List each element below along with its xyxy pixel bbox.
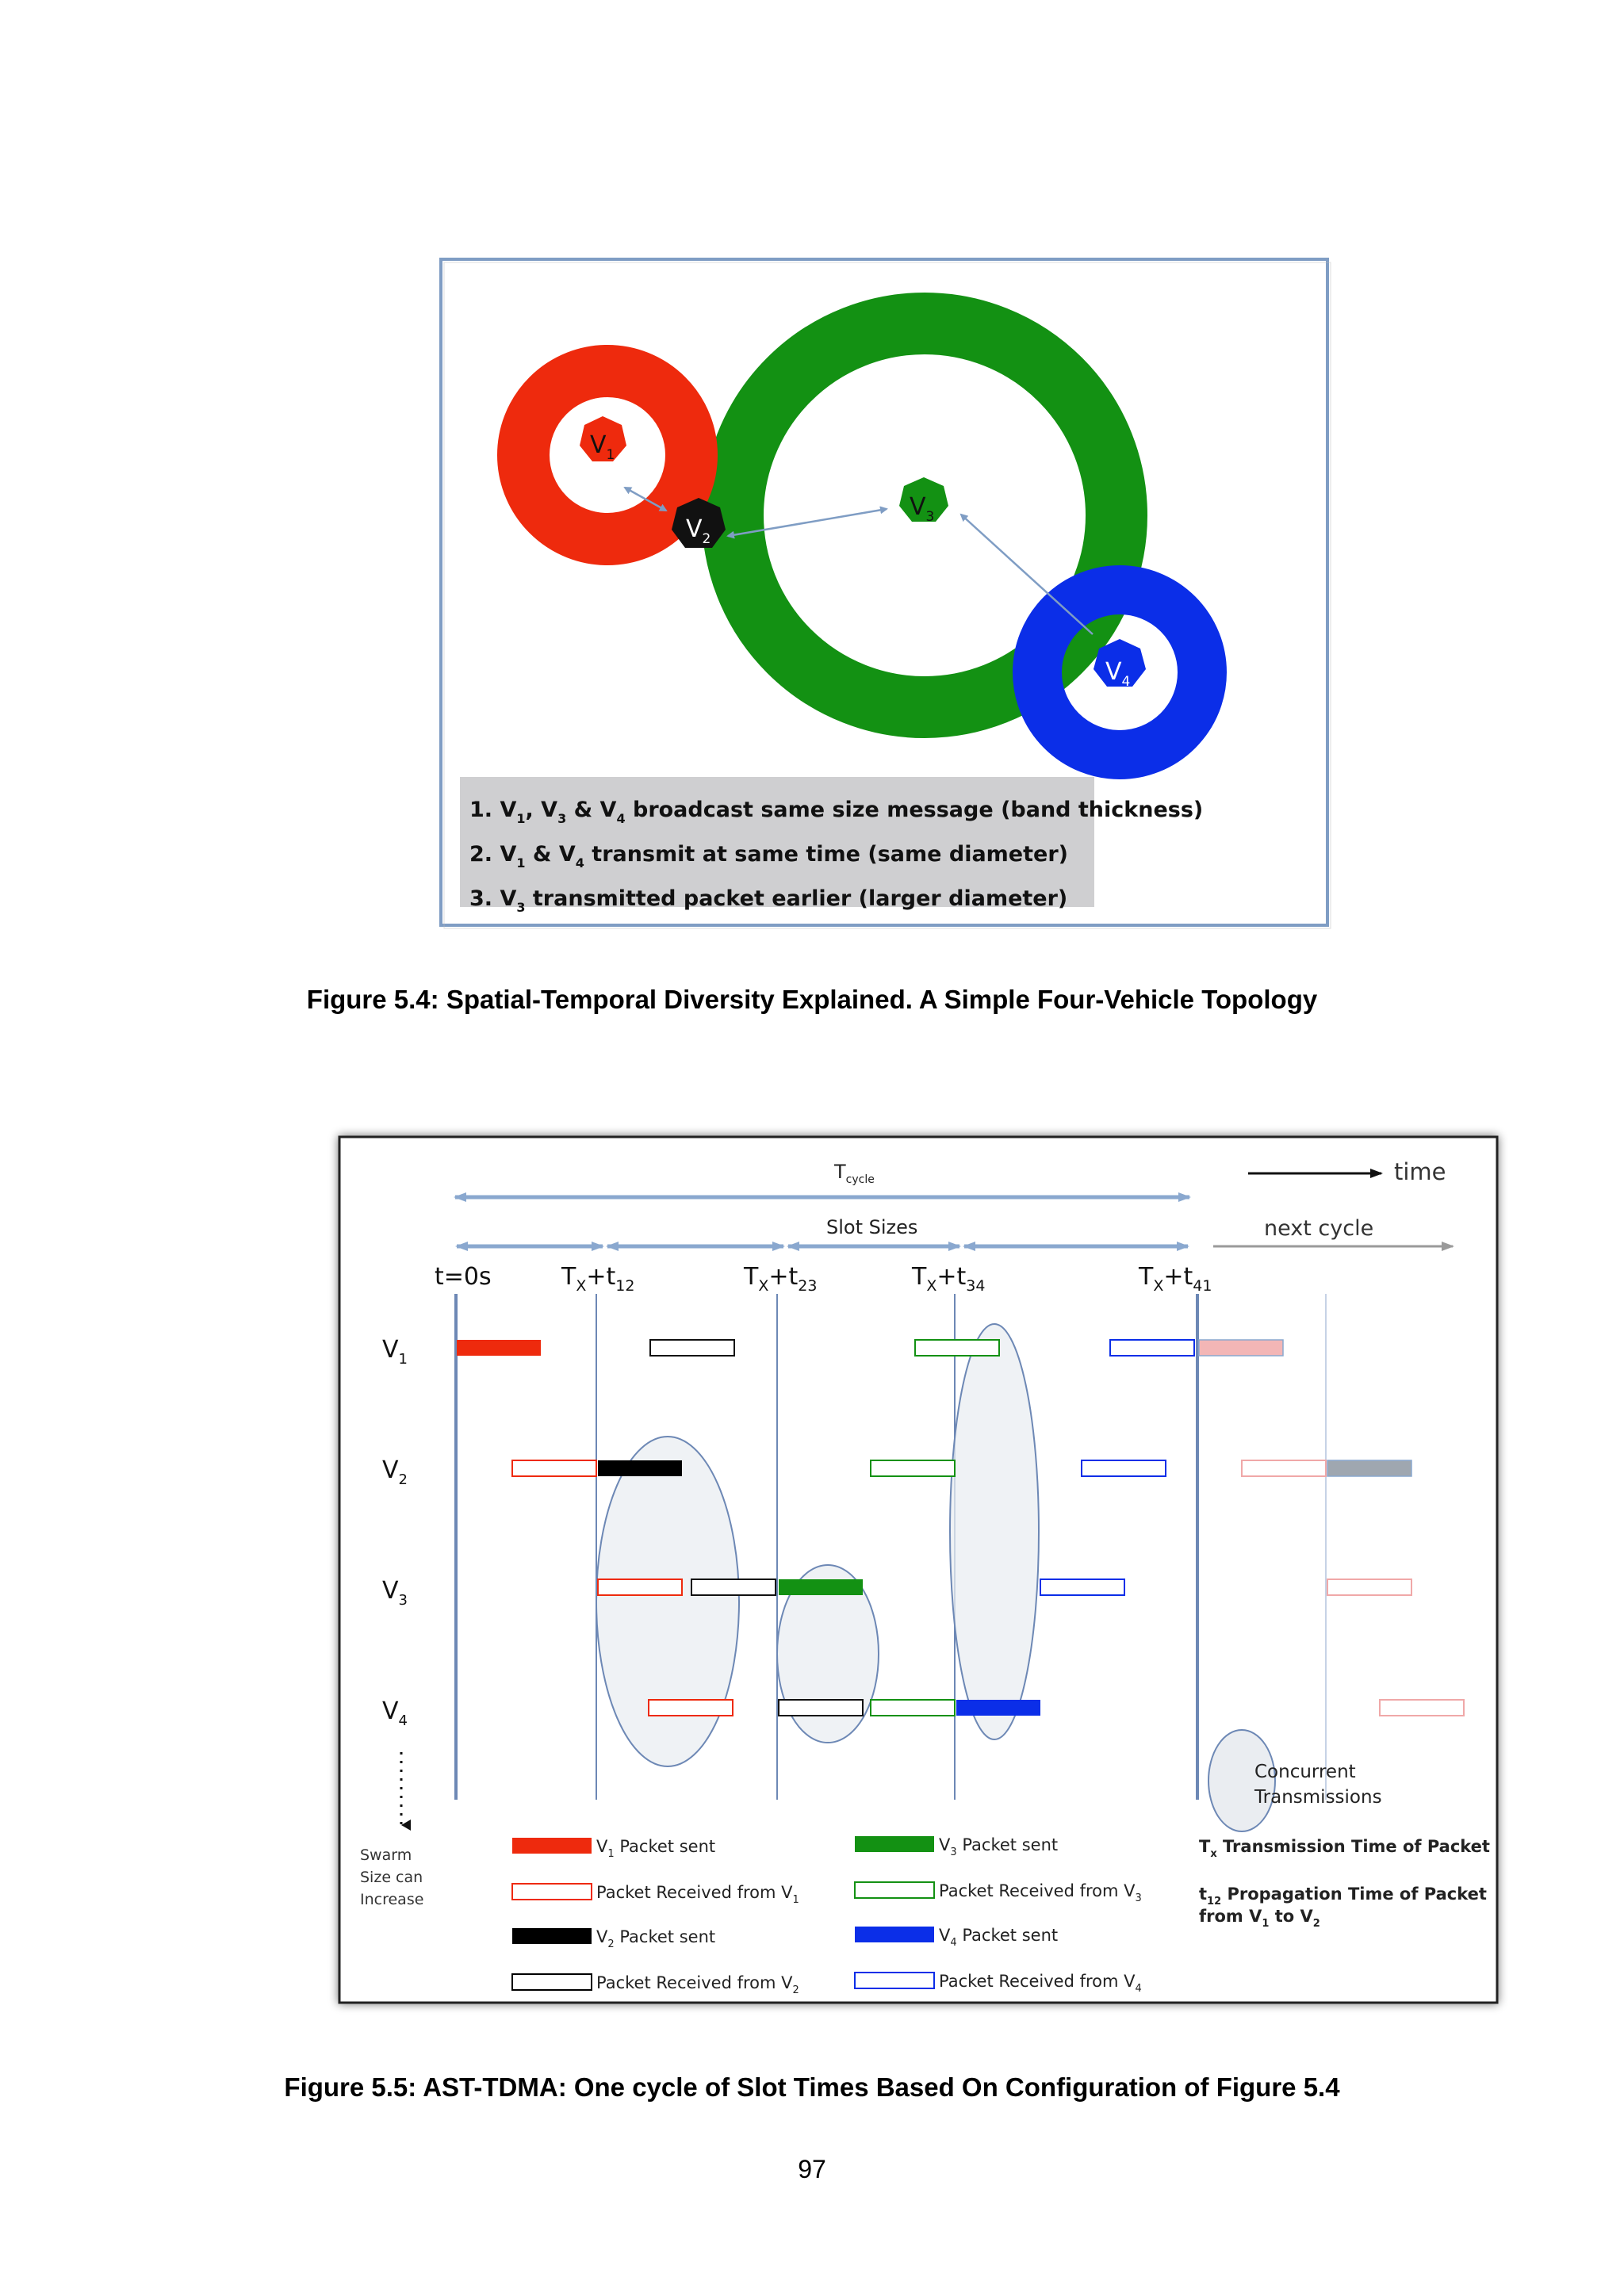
time-marker-3: $T_X+t_{34}$ (912, 1263, 986, 1295)
slot-sizes-label: Slot Sizes (826, 1216, 918, 1238)
time-label: time (1394, 1158, 1446, 1185)
v2-next-recv (1242, 1460, 1326, 1476)
note-3: 3. $V_3$ transmitted packet earlier (larger diameter) (469, 886, 1068, 915)
concurrent-ellipse-1 (596, 1437, 739, 1766)
legend-swatch-5 (855, 1836, 934, 1852)
v2-recv-v1 (512, 1460, 596, 1476)
legend-label-7: $V_4$ Packet sent (939, 1926, 1059, 1949)
v4-sent-packet (956, 1700, 1040, 1716)
figure-5-4-diagram (435, 255, 1332, 929)
v1-sent-packet (457, 1340, 541, 1356)
v1-recv-v2 (650, 1340, 734, 1356)
figure-5-5-diagram (327, 1124, 1508, 2015)
v1-next-sent (1199, 1340, 1283, 1356)
v2-next-sent (1327, 1460, 1411, 1476)
legend-swatch-2 (512, 1884, 592, 1900)
t-cycle-label: $T_{cycle}$ (834, 1161, 875, 1186)
legend-label-2: Packet Received from $V_1$ (596, 1883, 799, 1906)
v1-recv-v4 (1110, 1340, 1194, 1356)
legend-swatch-8 (855, 1973, 934, 1988)
row-label-v1: $V_1$ (382, 1336, 408, 1368)
v3-recv-v2 (691, 1579, 776, 1595)
figure-5-4-caption: Figure 5.4: Spatial-Temporal Diversity Explained. A Simple Four-Vehicle Topology (306, 985, 1318, 1014)
next-cycle-label: next cycle (1264, 1216, 1374, 1241)
v1-label: $V_1$ (590, 431, 615, 463)
legend-label-5: $V_3$ Packet sent (939, 1835, 1059, 1858)
v1-recv-v3 (915, 1340, 999, 1356)
v4-label: $V_4$ (1105, 658, 1131, 690)
time-marker-2: $T_X+t_{23}$ (744, 1263, 818, 1295)
swarm-note: Swarm Size can Increase (360, 1846, 424, 1908)
legend-swatch-4 (512, 1974, 592, 1990)
definition-1: $T_x$ Transmission Time of Packet (1199, 1837, 1490, 1860)
definition-3: from $V_1$ to $V_2$ (1199, 1907, 1320, 1930)
page-number: 97 (798, 2155, 826, 2183)
row-label-v2: $V_2$ (382, 1456, 408, 1488)
figure-5-5-caption: Figure 5.5: AST-TDMA: One cycle of Slot Times Based On Configuration of Figure 5.4 (284, 2072, 1340, 2102)
v3-recv-v4 (1040, 1579, 1124, 1595)
v2-recv-v3 (871, 1460, 955, 1476)
v2-recv-v4 (1082, 1460, 1166, 1476)
v4-next-recv (1380, 1700, 1464, 1716)
legend-label-6: Packet Received from $V_3$ (939, 1881, 1142, 1904)
legend-label-8: Packet Received from $V_4$ (939, 1972, 1142, 1995)
legend-label-1: $V_1$ Packet sent (596, 1837, 716, 1860)
note-1: 1. $V_1$, $V_3$ & $V_4$ broadcast same size message (band thickness) (469, 798, 1204, 826)
v3-next-recv (1327, 1579, 1411, 1595)
definition-2: $t_{12}$ Propagation Time of Packet (1199, 1885, 1487, 1908)
v2-label: $V_2$ (686, 515, 711, 547)
note-2: 2. $V_1$ & $V_4$ transmit at same time (same diameter) (469, 842, 1068, 871)
v2-sent-packet (598, 1460, 682, 1476)
row-label-v3: $V_3$ (382, 1577, 408, 1609)
time-marker-0: t=0s (435, 1263, 492, 1291)
v4-recv-v2 (779, 1700, 863, 1716)
v3-recv-v1 (598, 1579, 682, 1595)
row-label-v4: $V_4$ (382, 1697, 408, 1729)
v3-label: $V_3$ (910, 493, 935, 525)
time-marker-1: $T_X+t_{12}$ (561, 1263, 635, 1295)
v4-recv-v3 (871, 1700, 955, 1716)
v4-recv-v1 (649, 1700, 733, 1716)
time-marker-4: $T_X+t_{41}$ (1139, 1263, 1212, 1295)
legend-swatch-7 (855, 1927, 934, 1942)
v3-sent-packet (779, 1579, 863, 1595)
concurrent-legend-text: Concurrent Transmissions (1254, 1762, 1382, 1808)
legend-swatch-3 (512, 1928, 592, 1944)
legend-label-4: Packet Received from $V_2$ (596, 1973, 799, 1996)
legend-swatch-1 (512, 1838, 592, 1854)
legend-label-3: $V_2$ Packet sent (596, 1927, 716, 1950)
legend-swatch-6 (855, 1882, 934, 1898)
concurrent-ellipse-3 (950, 1324, 1039, 1739)
